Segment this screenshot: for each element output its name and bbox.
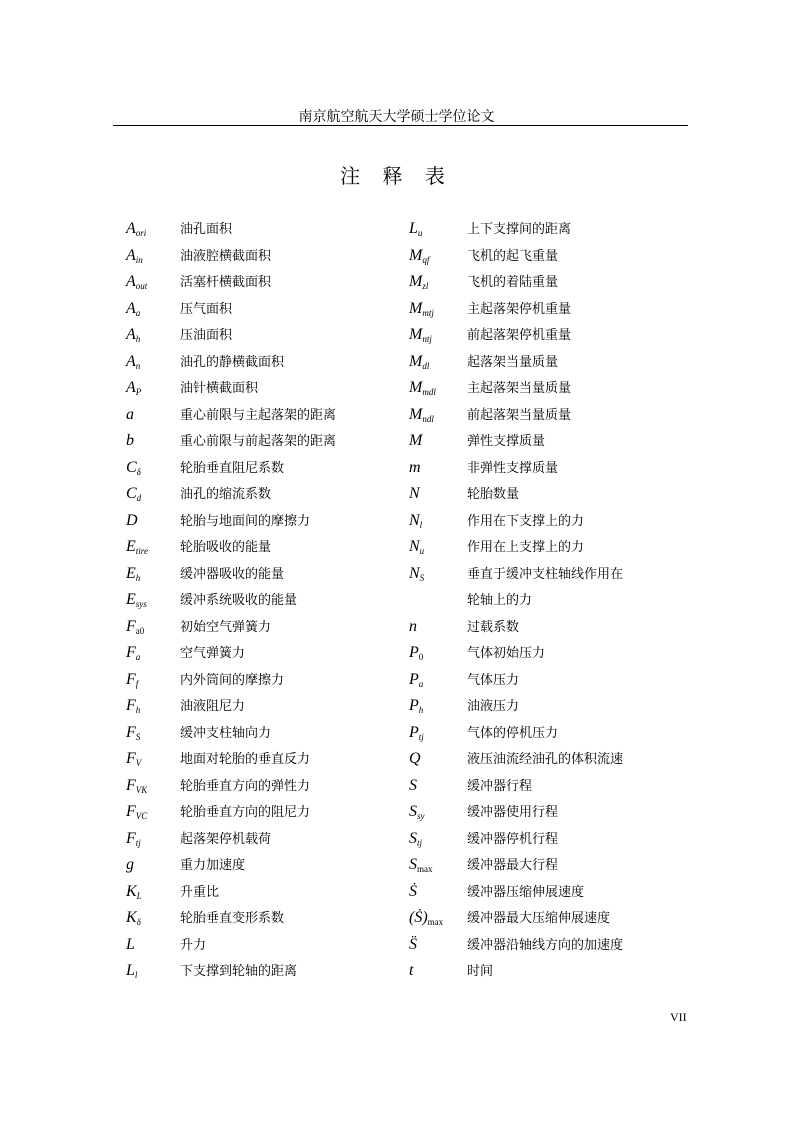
notation-symbol: $F_{tj}$ [126,829,141,848]
notation-symbol: b [126,432,134,449]
notation-description: 升力 [180,937,207,953]
notation-symbol: $A_a$ [126,299,141,318]
notation-description: 升重比 [180,884,220,900]
notation-description: 气体的停机压力 [467,725,559,741]
notation-description: 下支撑到轮轴的距离 [180,964,298,979]
notation-description: 气体初始压力 [467,646,546,661]
notation-symbol: $E_h$ [126,564,141,583]
notation-symbol: $E_{tire}$ [126,538,148,556]
page-title: 注 释 表 [340,164,453,188]
notation-description: 空气弹簧力 [180,646,246,661]
notation-symbol: $P_0$ [409,644,424,662]
notation-description: 轮胎垂直阻尼系数 [180,460,285,476]
notation-description: 压油面积 [180,328,233,343]
notation-symbol: S [409,776,417,794]
notation-symbol: $C_d$ [126,485,142,503]
notation-symbol: S̈ [409,935,417,953]
notation-symbol: $E_{sys}$ [126,591,147,609]
notation-symbol: $P_{tj}$ [409,723,424,742]
notation-description: 作用在上支撑上的力 [467,540,585,555]
notation-description: 主起落架停机重量 [467,301,572,317]
notation-symbol: $F_h$ [126,697,141,715]
notation-symbol: $N_u$ [409,538,425,556]
notation-symbol: D [126,511,138,529]
notation-description: 非弹性支撑质量 [467,460,559,476]
notation-description: 缓冲器压缩伸展速度 [467,884,585,900]
notation-description: 油孔的缩流系数 [180,487,272,502]
notation-description: 重心前限与主起落架的距离 [180,407,337,423]
notation-symbol: $L_l$ [126,962,138,980]
notation-description: 起落架停机载荷 [180,831,272,847]
notation-symbol: $A_{out}$ [126,273,148,291]
notation-symbol: L [126,935,135,953]
notation-symbol: $A_{in}$ [126,246,143,265]
notation-symbol: $M_{qf}$ [409,246,430,265]
notation-description: 飞机的起飞重量 [467,248,559,264]
notation-description: 前起落架当量质量 [467,407,572,423]
notation-description: 轮胎吸收的能量 [180,540,272,555]
notation-description: 轮胎垂直变形系数 [180,911,285,926]
notation-description: 作用在下支撑上的力 [467,513,585,529]
notation-description: 缓冲支柱轴向力 [180,725,272,741]
notation-symbol: $N_l$ [409,511,423,530]
notation-symbol: Ṡ [409,882,417,900]
notation-description: 时间 [467,964,494,979]
notation-symbol: $N_S$ [409,564,425,583]
notation-symbol: $M_{dl}$ [409,352,430,371]
notation-symbol: a [126,405,134,423]
notation-symbol: $F_f$ [126,670,139,689]
notation-symbol: $S_{tj}$ [409,829,423,848]
notation-description: 油液压力 [467,699,520,714]
notation-description: 垂直于缓冲支柱轴线作用在 [467,566,624,582]
header-rule [113,125,688,126]
notation-symbol: t [409,962,414,979]
notation-symbol: $S_{max}$ [409,856,433,874]
notation-symbol: $A_h$ [126,326,141,344]
notation-symbol: $A_{ori}$ [126,220,147,238]
notation-symbol: $F_S$ [126,723,141,742]
page-number: VII [670,1010,687,1024]
notation-symbol: $A_P$ [126,379,142,397]
notation-description: 缓冲器最大行程 [467,858,559,873]
notation-description: 油针横截面积 [180,381,259,396]
notation-symbol: $P_a$ [409,670,424,689]
notation-symbol: $F_{a0}$ [126,617,145,636]
notation-symbol: M [409,432,423,449]
notation-description: 轮胎垂直方向的阻尼力 [180,805,311,820]
notation-symbol: m [409,458,421,476]
notation-symbol: $K_\delta$ [126,909,141,927]
notation-symbol: N [409,485,420,502]
notation-description: 起落架当量质量 [467,354,559,370]
notation-description: 主起落架当量质量 [467,381,572,396]
notation-symbol: $S_{sy}$ [409,803,425,821]
notation-symbol: $(Ṡ)_{max}$ [409,909,444,927]
notation-symbol: $C_\delta$ [126,458,141,477]
notation-symbol: $M_{mdl}$ [409,379,436,397]
notation-symbol: $P_h$ [409,697,424,715]
notation-description: 缓冲器沿轴线方向的加速度 [467,937,624,953]
notation-description: 油孔的静横截面积 [180,354,285,370]
notation-description: 地面对轮胎的垂直反力 [180,752,311,767]
notation-description: 压气面积 [180,301,233,317]
notation-symbol: $F_{VC}$ [126,803,148,821]
notation-description: 上下支撑间的距离 [467,222,572,237]
notation-description: 气体压力 [467,672,520,688]
notation-symbol: n [409,617,417,635]
notation-description: 初始空气弹簧力 [180,619,272,635]
notation-description: 油孔面积 [180,222,233,237]
notation-description: 缓冲系统吸收的能量 [180,593,298,608]
notation-description: 弹性支撑质量 [467,434,546,449]
notation-symbol: $A_n$ [126,352,141,371]
notation-description: 缓冲器吸收的能量 [180,566,285,582]
notation-description: 缓冲器停机行程 [467,831,559,847]
notation-description: 轮轴上的力 [467,593,533,608]
notation-symbol: $F_{VK}$ [126,776,148,795]
notation-description: 轮胎与地面间的摩擦力 [180,513,311,529]
notation-description: 油液阻尼力 [180,699,246,714]
notation-description: 油液腔横截面积 [180,248,272,264]
running-header: 南京航空航天大学硕士学位论文 [298,109,495,125]
notation-symbol: $K_L$ [126,882,142,901]
notation-description: 轮胎垂直方向的弹性力 [180,778,311,794]
notation-description: 轮胎数量 [467,487,520,502]
notation-description: 缓冲器使用行程 [467,805,559,820]
notation-description: 缓冲器最大压缩伸展速度 [467,911,611,926]
notation-symbol: $M_{ndl}$ [409,405,434,424]
notation-description: 飞机的着陆重量 [467,275,559,290]
notation-symbol: Q [409,750,421,767]
notation-symbol: $F_a$ [126,644,141,662]
notation-description: 缓冲器行程 [467,778,533,794]
notation-symbol: $M_{mtj}$ [409,299,434,318]
notation-description: 重心前限与前起落架的距离 [180,434,337,449]
notation-description: 前起落架停机重量 [467,328,572,343]
notation-description: 重力加速度 [180,858,246,873]
notation-symbol: g [126,856,134,873]
notation-symbol: $L_u$ [409,220,423,238]
notation-symbol: $F_V$ [126,750,142,768]
notation-description: 内外筒间的摩擦力 [180,672,285,688]
notation-description: 液压油流经油孔的体积流速 [467,752,624,767]
notation-description: 过载系数 [467,619,520,635]
notation-description: 活塞杆横截面积 [180,275,272,290]
notation-symbol: $M_{zl}$ [409,273,429,291]
notation-symbol: $M_{ntj}$ [409,326,432,344]
